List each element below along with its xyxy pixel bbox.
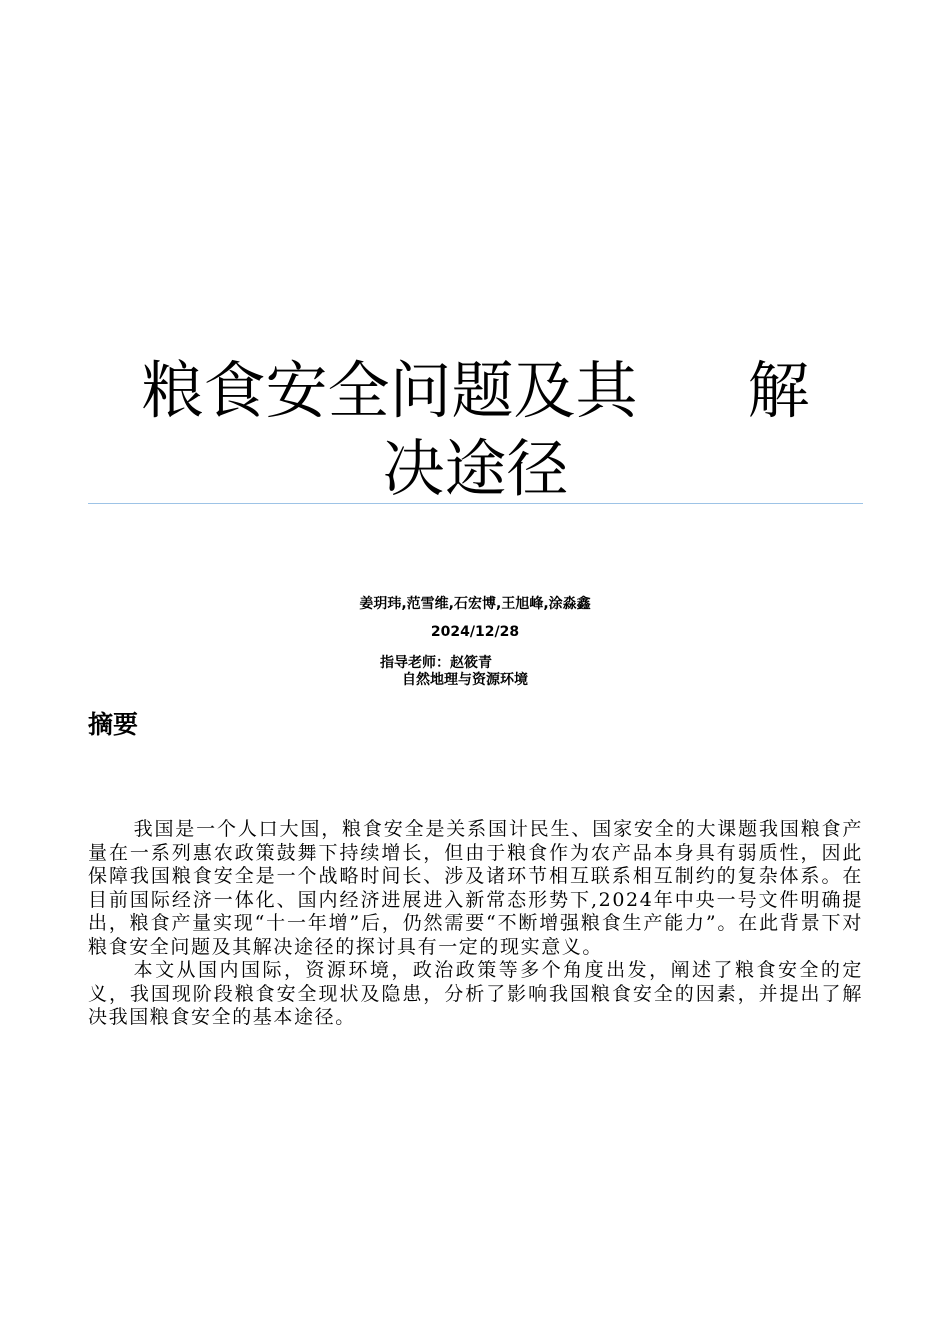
department: 自然地理与资源环境 [402,672,528,688]
abstract-paragraph-1: 我国是一个人口大国，粮食安全是关系国计民生、国家安全的大课题我国粮食产量在一系列惠农政策鼓舞下持续增长，但由于粮食作为农产品本身具有弱质性，因此保障我国粮食安全是一个战略时间长、涉及诸环节相互联系相互制约的复杂体系。在目前国际经济一体化、国内经济进展进入新常态形势下,2024年中央一号文件明确提出，粮食产量实现“十一年增”后，仍然需要“不断增强粮食生产能力”。在此背景下对粮食安全问题及其解决途径的探讨具有一定的现实意义。 [88,818,863,958]
advisor: 指导老师：赵筱青 [380,655,492,671]
title-line-1 [88,352,863,430]
title-line-2: 决途径 [382,432,569,505]
abstract-heading: 摘要 [88,710,139,739]
abstract-paragraph-2: 本文从国内国际，资源环境，政治政策等多个角度出发，阐述了粮食安全的定义，我国现阶段粮食安全现状及隐患，分析了影响我国粮食安全的因素，并提出了解决我国粮食安全的基本途径。 [88,959,863,1028]
document-title [88,352,863,508]
abstract-body [88,818,863,1030]
document-date: 2024/12/28 [430,624,520,640]
title-part-1: 粮食安全问题及其 [141,354,638,427]
authors: 姜玥玮,范雪维,石宏博,王旭峰,涂淼鑫 [359,596,591,612]
title-divider [88,503,863,504]
title-part-2: 解 [747,354,810,427]
